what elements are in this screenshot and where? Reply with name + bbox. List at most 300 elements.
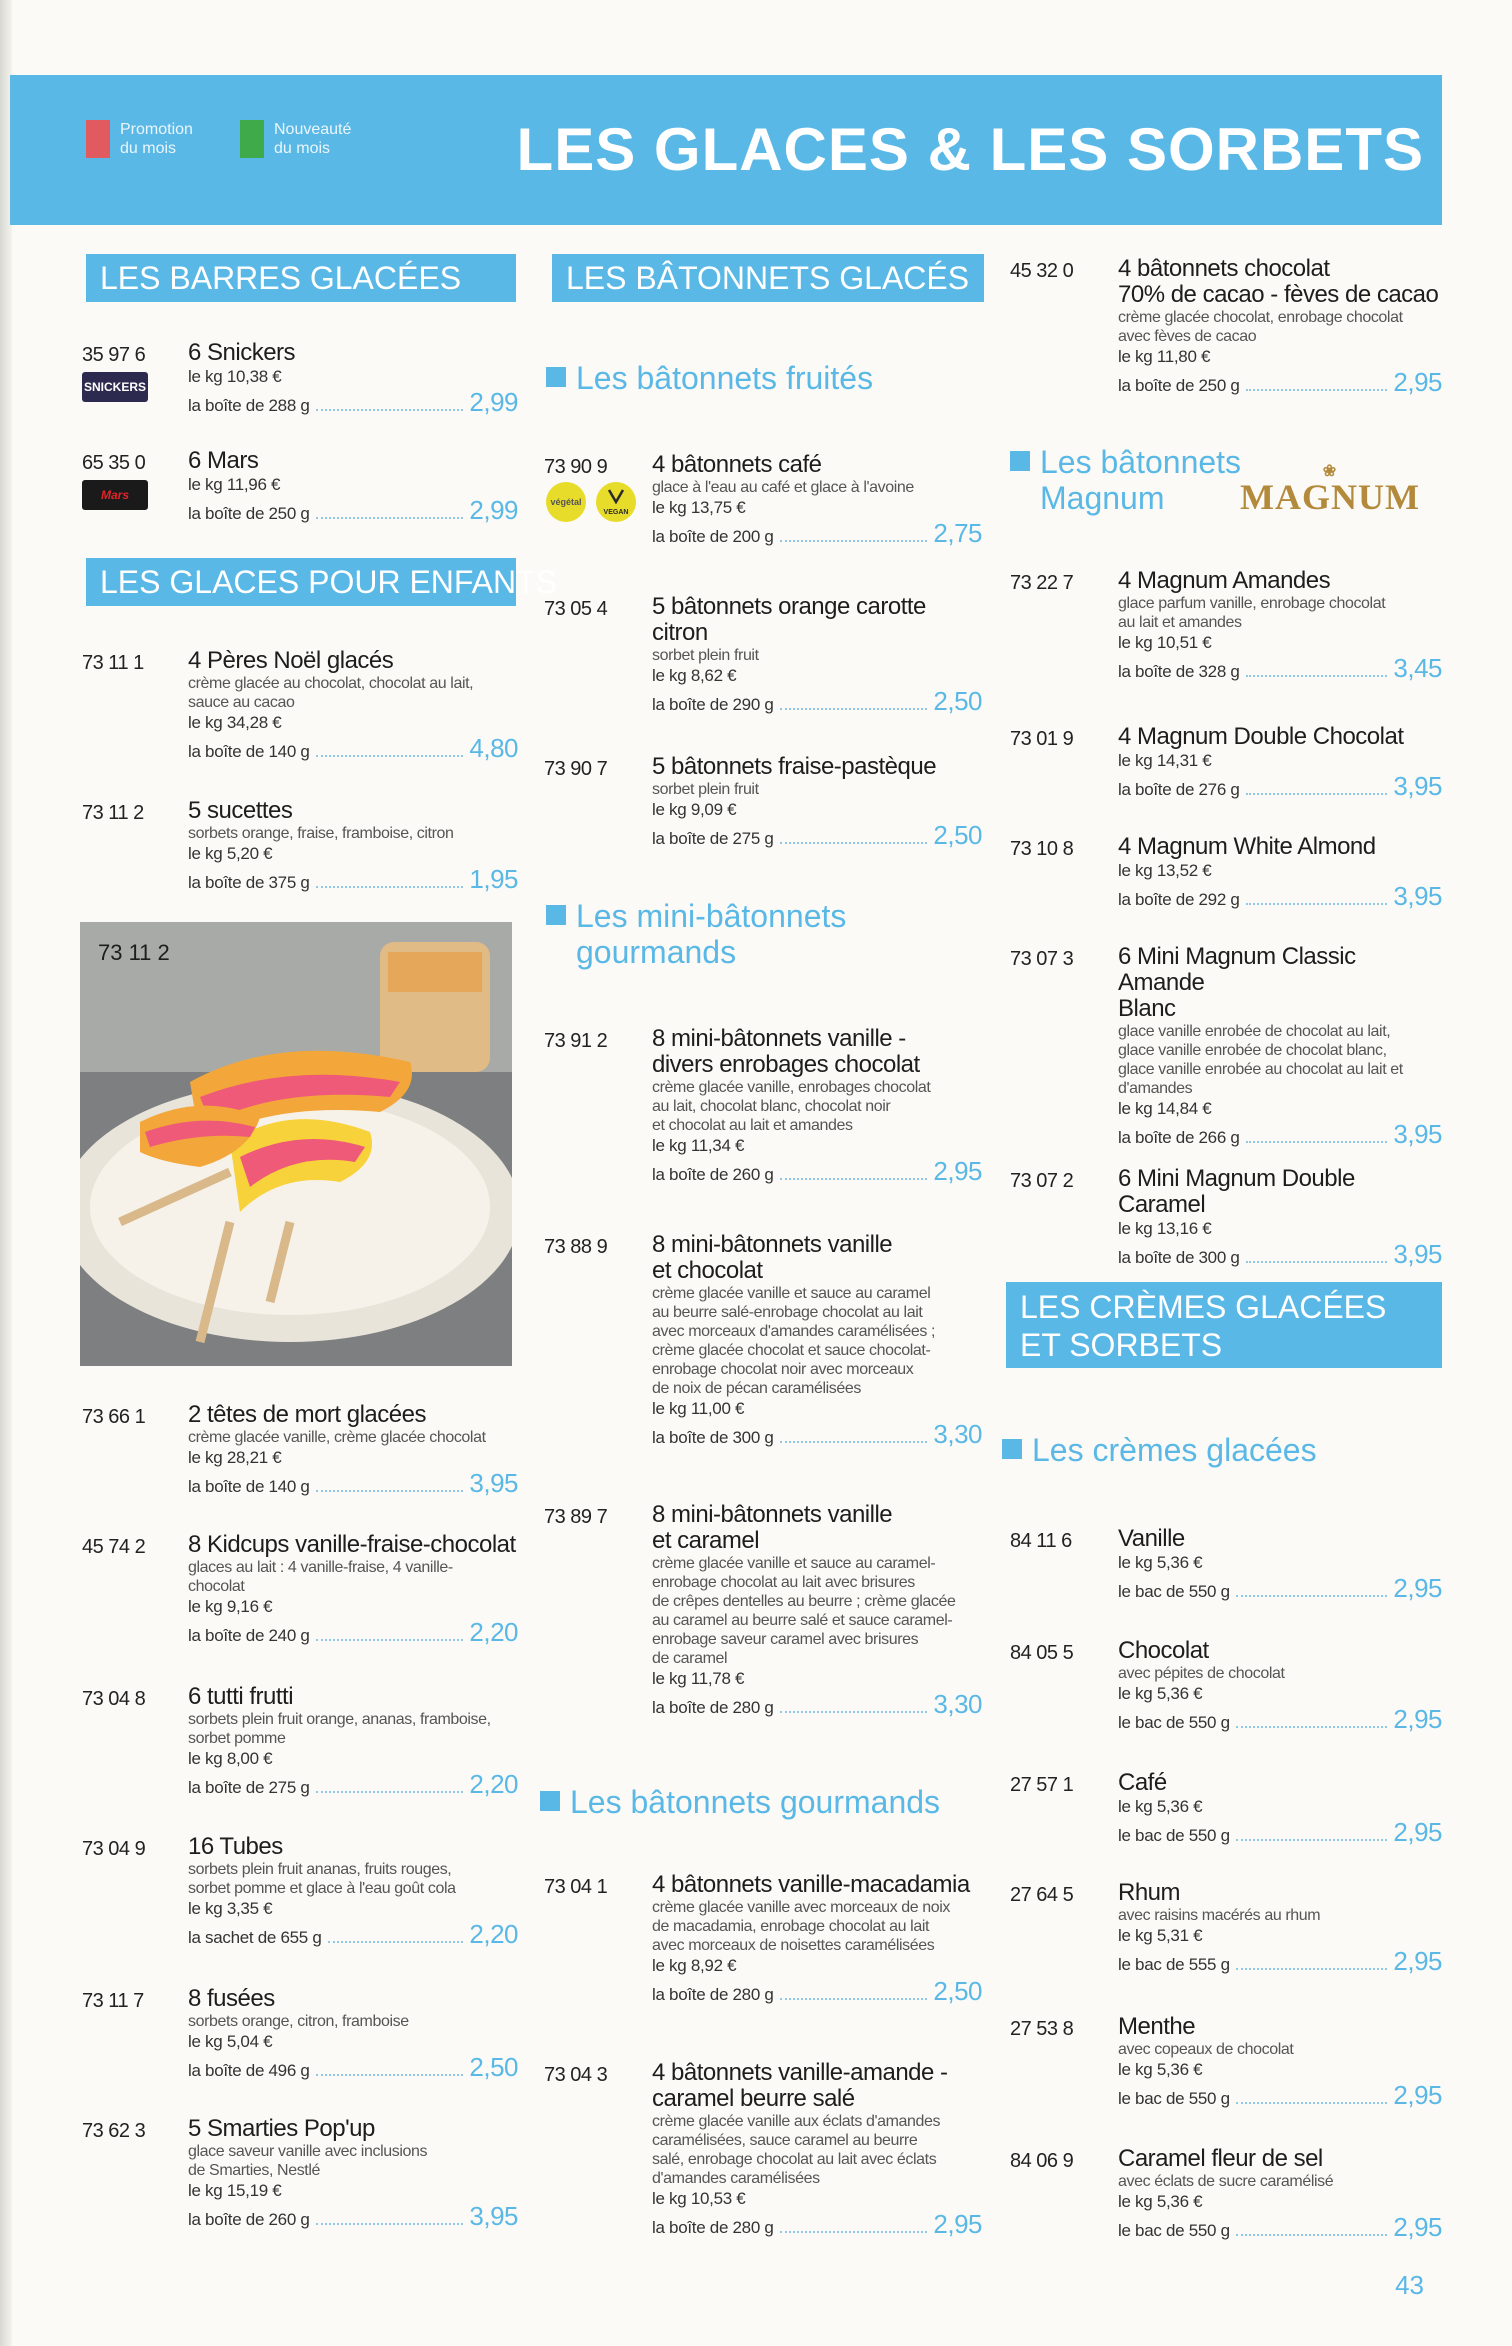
product-description: d'amandes <box>1118 1080 1193 1097</box>
price-per-kg: le kg 5,36 € <box>1118 1684 1203 1703</box>
product-name: divers enrobages chocolat <box>652 1051 920 1078</box>
package-size: le bac de 550 g <box>1118 2089 1230 2108</box>
product-price: 2,95 <box>1393 1573 1442 1603</box>
product-price: 2,50 <box>933 820 982 850</box>
vegan-badge-label: VEGAN <box>603 509 629 516</box>
dot-leader <box>780 708 928 710</box>
price-per-kg: le kg 5,36 € <box>1118 1553 1203 1572</box>
price-per-kg: le kg 10,53 € <box>652 2189 746 2208</box>
dot-leader <box>1246 793 1388 795</box>
product-description: crème glacée au chocolat, chocolat au lait, <box>188 675 474 692</box>
page-number: 43 <box>1395 2270 1424 2300</box>
product-description: crème glacée vanille avec morceaux de noix <box>652 1899 951 1916</box>
product-code: 73 90 9 <box>544 456 608 478</box>
legend-nouveaute <box>240 120 351 158</box>
product-code: 73 66 1 <box>82 1406 146 1428</box>
product-description: caramélisées, sauce caramel au beurre <box>652 2132 918 2149</box>
package-size: le bac de 550 g <box>1118 1826 1230 1845</box>
product-name: et chocolat <box>652 1257 763 1284</box>
price-line <box>188 1919 518 1950</box>
snickers-logo: SNICKERS <box>82 372 148 402</box>
product-code: 84 11 6 <box>1010 1530 1072 1552</box>
product-description: salé, enrobage chocolat au lait avec éclats <box>652 2151 937 2168</box>
product-price: 2,95 <box>1393 2080 1442 2110</box>
price-line <box>1118 2212 1442 2243</box>
legend-label: du mois <box>120 140 177 157</box>
product-name: 5 bâtonnets orange carotte <box>652 593 926 620</box>
product-description: au beurre salé-enrobage chocolat au lait <box>652 1304 923 1321</box>
product-code: 84 06 9 <box>1010 2150 1074 2172</box>
price-line <box>652 1689 982 1720</box>
package-size: la boîte de 290 g <box>652 695 774 714</box>
product-description: glace vanille enrobée au chocolat au lait et <box>1118 1061 1403 1078</box>
product-code: 73 88 9 <box>544 1236 608 1258</box>
price-per-kg: le kg 11,80 € <box>1118 347 1211 366</box>
product-name: Chocolat <box>1118 1637 1209 1664</box>
dot-leader <box>1246 903 1388 905</box>
product-description: sorbets orange, fraise, framboise, citron <box>188 825 454 842</box>
product-price: 2,20 <box>469 1919 518 1949</box>
product-code: 73 11 1 <box>82 652 144 674</box>
package-size: la boîte de 496 g <box>188 2061 310 2080</box>
product-name: Vanille <box>1118 1525 1185 1552</box>
dot-leader <box>780 540 928 542</box>
package-size: la boîte de 260 g <box>188 2210 310 2229</box>
price-per-kg: le kg 13,52 € <box>1118 861 1212 880</box>
dot-leader <box>316 1639 464 1641</box>
product-price: 2,50 <box>933 1976 982 2006</box>
product-name: citron <box>652 619 708 646</box>
section-barres-glacees: LES BARRES GLACÉES <box>86 254 516 302</box>
subhead-label: Magnum <box>1040 480 1165 516</box>
subhead-cremes-glacees <box>1002 1432 1317 1468</box>
dot-leader <box>1246 675 1388 677</box>
product-price: 2,95 <box>1393 2212 1442 2242</box>
product-code: 65 35 0 <box>82 452 146 474</box>
product-code: 73 89 7 <box>544 1506 608 1528</box>
product-name: 4 Magnum Amandes <box>1118 567 1331 594</box>
package-size: la boîte de 300 g <box>1118 1248 1240 1267</box>
product-name: Blanc <box>1118 995 1176 1022</box>
product-code: 73 10 8 <box>1010 838 1074 860</box>
product-description: sorbets orange, citron, framboise <box>188 2013 409 2030</box>
product-name: 70% de cacao - fèves de cacao <box>1118 281 1439 308</box>
section-glaces-enfants: LES GLACES POUR ENFANTS <box>86 558 516 606</box>
dot-leader <box>1236 1595 1388 1597</box>
price-line <box>1118 1946 1442 1977</box>
dot-leader <box>1246 389 1388 391</box>
product-price: 3,95 <box>1393 1239 1442 1269</box>
price-line <box>1118 1119 1442 1150</box>
product-price: 3,30 <box>933 1419 982 1449</box>
product-description: enrobage chocolat noir avec morceaux <box>652 1361 914 1378</box>
product-description: au lait, chocolat blanc, chocolat noir <box>652 1098 891 1115</box>
package-size: la boîte de 250 g <box>188 504 310 523</box>
product-description: crème glacée vanille, crème glacée chocolat <box>188 1429 486 1446</box>
price-line <box>652 518 982 549</box>
product-name: 6 Mars <box>188 447 259 474</box>
price-per-kg: le kg 9,16 € <box>188 1597 273 1616</box>
price-per-kg: le kg 3,35 € <box>188 1899 273 1918</box>
product-description: crème glacée vanille et sauce au caramel <box>652 1285 931 1302</box>
legend-label: Nouveauté <box>274 121 352 138</box>
product-name: 6 tutti frutti <box>188 1683 294 1710</box>
price-line <box>652 2209 982 2240</box>
product-price: 3,95 <box>1393 881 1442 911</box>
product-price: 2,75 <box>933 518 982 548</box>
product-name: 5 sucettes <box>188 797 293 824</box>
price-line <box>1118 1573 1442 1604</box>
product-name: et caramel <box>652 1527 760 1554</box>
product-code: 73 07 3 <box>1010 948 1074 970</box>
product-name: 16 Tubes <box>188 1833 283 1860</box>
price-per-kg: le kg 5,31 € <box>1118 1926 1203 1945</box>
subhead-label: Les bâtonnets gourmands <box>570 1784 941 1820</box>
legend-label: du mois <box>274 140 331 157</box>
package-size: la boîte de 276 g <box>1118 780 1240 799</box>
price-line <box>188 1617 518 1648</box>
product-price: 2,20 <box>469 1769 518 1799</box>
dot-leader <box>780 1711 928 1713</box>
dot-leader <box>316 1490 464 1492</box>
price-per-kg: le kg 11,96 € <box>188 475 281 494</box>
product-code: 73 04 9 <box>82 1838 146 1860</box>
product-code: 73 62 3 <box>82 2120 146 2142</box>
package-size: la boîte de 300 g <box>652 1428 774 1447</box>
dot-leader <box>316 517 464 519</box>
product-code: 45 32 0 <box>1010 260 1074 282</box>
dot-leader <box>1236 1839 1388 1841</box>
subhead-batonnets-magnum <box>1010 444 1241 516</box>
product-price: 3,95 <box>469 1468 518 1498</box>
subhead-label: Les bâtonnets <box>1040 444 1242 480</box>
product-description: d'amandes caramélisées <box>652 2170 820 2187</box>
section-cremes-glacees <box>1006 1282 1442 1368</box>
package-size: la boîte de 275 g <box>652 829 774 848</box>
subhead-mini-batonnets <box>546 898 846 970</box>
product-code: 84 05 5 <box>1010 1642 1074 1664</box>
page-binding-shadow <box>0 0 12 2346</box>
package-size: la boîte de 292 g <box>1118 890 1240 909</box>
package-size: la boîte de 280 g <box>652 2218 774 2237</box>
dot-leader <box>316 755 464 757</box>
product-price: 1,95 <box>469 864 518 894</box>
price-per-kg: le kg 28,21 € <box>188 1448 282 1467</box>
product-price: 3,30 <box>933 1689 982 1719</box>
subhead-label: Les crèmes glacées <box>1032 1432 1317 1468</box>
product-name: 6 Mini Magnum Classic Amande <box>1118 943 1356 996</box>
price-line <box>188 1769 518 1800</box>
price-line <box>188 2201 518 2232</box>
price-line <box>1118 1239 1442 1270</box>
legend-label: Promotion <box>120 121 193 138</box>
product-description: avec fèves de cacao <box>1118 328 1257 345</box>
product-description: sauce au cacao <box>188 694 295 711</box>
price-per-kg: le kg 5,04 € <box>188 2032 273 2051</box>
product-code: 45 74 2 <box>82 1536 146 1558</box>
dot-leader <box>316 409 464 411</box>
product-description: sorbet pomme <box>188 1730 286 1747</box>
price-per-kg: le kg 14,31 € <box>1118 751 1212 770</box>
product-description: sorbet pomme et glace à l'eau goût cola <box>188 1880 456 1897</box>
product-description: sorbet plein fruit <box>652 647 759 664</box>
product-description: crème glacée vanille et sauce au caramel- <box>652 1555 936 1572</box>
price-per-kg: le kg 10,51 € <box>1118 633 1212 652</box>
product-code: 73 04 8 <box>82 1688 146 1710</box>
product-description: avec pépites de chocolat <box>1118 1665 1285 1682</box>
product-price: 3,95 <box>469 2201 518 2231</box>
section-batonnets-glaces: LES BÂTONNETS GLACÉS <box>552 254 984 302</box>
price-line <box>188 495 518 526</box>
product-code: 27 57 1 <box>1010 1774 1074 1796</box>
price-per-kg: le kg 5,20 € <box>188 844 273 863</box>
product-description: de Smarties, Nestlé <box>188 2162 321 2179</box>
price-line <box>1118 2080 1442 2111</box>
price-per-kg: le kg 11,78 € <box>652 1669 745 1688</box>
product-code: 27 53 8 <box>1010 2018 1074 2040</box>
price-per-kg: le kg 10,38 € <box>188 367 282 386</box>
price-per-kg: le kg 11,34 € <box>652 1136 745 1155</box>
package-size: la boîte de 288 g <box>188 396 310 415</box>
vegan-badge-icon <box>596 482 636 522</box>
product-description: sorbets plein fruit ananas, fruits rouges, <box>188 1861 452 1878</box>
product-price: 3,45 <box>1393 653 1442 683</box>
package-size: la boîte de 280 g <box>652 1985 774 2004</box>
product-name: 8 fusées <box>188 1985 275 2012</box>
product-price: 2,95 <box>1393 1704 1442 1734</box>
subhead-batonnets-gourmands <box>540 1784 940 1820</box>
magnum-logo-text: MAGNUM <box>1240 477 1420 517</box>
product-price: 2,95 <box>933 1156 982 1186</box>
product-name: 6 Mini Magnum Double Caramel <box>1118 1165 1355 1218</box>
product-price: 2,50 <box>469 2052 518 2082</box>
product-description: enrobage saveur caramel avec brisures <box>652 1631 919 1648</box>
dot-leader <box>780 842 928 844</box>
price-line <box>1118 1817 1442 1848</box>
price-per-kg: le kg 8,62 € <box>652 666 737 685</box>
product-code: 73 05 4 <box>544 598 608 620</box>
product-code: 73 22 7 <box>1010 572 1074 594</box>
product-description: de macadamia, enrobage chocolat au lait <box>652 1918 930 1935</box>
product-description: avec morceaux de noisettes caramélisées <box>652 1937 935 1954</box>
legend-promotion <box>86 120 193 158</box>
package-size: la boîte de 140 g <box>188 1477 310 1496</box>
product-code: 73 01 9 <box>1010 728 1074 750</box>
product-description: glace parfum vanille, enrobage chocolat <box>1118 595 1386 612</box>
dot-leader <box>328 1941 464 1943</box>
package-size: la boîte de 250 g <box>1118 376 1240 395</box>
subhead-label: Les mini-bâtonnets <box>576 898 847 934</box>
product-price: 3,95 <box>1393 1119 1442 1149</box>
product-description: sorbets plein fruit orange, ananas, framboise, <box>188 1711 491 1728</box>
dot-leader <box>316 2074 464 2076</box>
package-size: la boîte de 375 g <box>188 873 310 892</box>
product-price: 3,95 <box>1393 771 1442 801</box>
product-code: 73 90 7 <box>544 758 608 780</box>
price-per-kg: le kg 13,16 € <box>1118 1219 1212 1238</box>
product-name: 6 Snickers <box>188 339 296 366</box>
product-description: crème glacée vanille, enrobages chocolat <box>652 1079 931 1096</box>
product-code: 73 04 3 <box>544 2064 608 2086</box>
price-line <box>652 1156 982 1187</box>
product-name: 8 mini-bâtonnets vanille - <box>652 1025 906 1052</box>
product-description: de crêpes dentelles au beurre ; crème glacée <box>652 1593 956 1610</box>
product-price: 2,99 <box>469 387 518 417</box>
product-description: crème glacée chocolat, enrobage chocolat <box>1118 309 1403 326</box>
price-line <box>188 387 518 418</box>
product-price: 2,99 <box>469 495 518 525</box>
price-line <box>652 820 982 851</box>
product-code: 35 97 6 <box>82 344 146 366</box>
price-line <box>1118 771 1442 802</box>
dot-leader <box>1236 1726 1388 1728</box>
dot-leader <box>316 1791 464 1793</box>
price-line <box>652 1419 982 1450</box>
product-code: 73 07 2 <box>1010 1170 1074 1192</box>
price-line <box>188 1468 518 1499</box>
product-name: 5 bâtonnets fraise-pastèque <box>652 753 937 780</box>
product-price: 2,95 <box>1393 367 1442 397</box>
price-line <box>188 2052 518 2083</box>
dot-leader <box>780 1441 928 1443</box>
subhead-label: Les bâtonnets fruités <box>576 360 874 396</box>
price-per-kg: le kg 8,92 € <box>652 1956 737 1975</box>
product-name: 8 Kidcups vanille-fraise-chocolat <box>188 1531 516 1558</box>
product-description: crème glacée vanille aux éclats d'amandes <box>652 2113 941 2130</box>
package-size: la boîte de 266 g <box>1118 1128 1240 1147</box>
product-name: 4 Magnum Double Chocolat <box>1118 723 1404 750</box>
product-description: glace à l'eau au café et glace à l'avoine <box>652 479 914 496</box>
dot-leader <box>316 2223 464 2225</box>
product-photo-sucettes <box>80 922 512 1366</box>
package-size: le bac de 550 g <box>1118 2221 1230 2240</box>
price-per-kg: le kg 9,09 € <box>652 800 737 819</box>
product-description: avec morceaux d'amandes caramélisées ; <box>652 1323 936 1340</box>
product-price: 4,80 <box>469 733 518 763</box>
magnum-logo: ❀ MAGNUM <box>1240 463 1420 517</box>
dot-leader <box>780 1178 928 1180</box>
product-code: 73 11 7 <box>82 1990 144 2012</box>
subhead-batonnets-fruites <box>546 360 873 396</box>
price-per-kg: le kg 5,36 € <box>1118 2060 1203 2079</box>
dot-leader <box>1246 1261 1388 1263</box>
dot-leader <box>1246 1141 1388 1143</box>
product-description: sorbet plein fruit <box>652 781 759 798</box>
package-size: le bac de 550 g <box>1118 1713 1230 1732</box>
product-description: et chocolat au lait et amandes <box>652 1117 853 1134</box>
dot-leader <box>1236 2234 1388 2236</box>
price-line <box>1118 1704 1442 1735</box>
product-name: 4 Magnum White Almond <box>1118 833 1376 860</box>
product-name: 8 mini-bâtonnets vanille <box>652 1231 893 1258</box>
dot-leader <box>316 886 464 888</box>
product-code: 73 04 1 <box>544 1876 608 1898</box>
dot-leader <box>780 1998 928 2000</box>
package-size: la boîte de 280 g <box>652 1698 774 1717</box>
product-name: 4 bâtonnets chocolat <box>1118 255 1330 282</box>
price-line <box>1118 367 1442 398</box>
photo-product-code: 73 11 2 <box>98 940 170 965</box>
product-name: 5 Smarties Pop'up <box>188 2115 375 2142</box>
package-size: le bac de 550 g <box>1118 1582 1230 1601</box>
product-description: glaces au lait : 4 vanille-fraise, 4 vanille- <box>188 1559 453 1576</box>
product-name: Rhum <box>1118 1879 1181 1906</box>
subhead-label: gourmands <box>576 934 737 970</box>
package-size: la boîte de 200 g <box>652 527 774 546</box>
price-per-kg: le kg 5,36 € <box>1118 1797 1203 1816</box>
price-per-kg: le kg 8,00 € <box>188 1749 273 1768</box>
product-name: 4 bâtonnets vanille-amande - <box>652 2059 948 2086</box>
product-code: 73 91 2 <box>544 1030 608 1052</box>
product-description: glace vanille enrobée de chocolat blanc, <box>1118 1042 1387 1059</box>
package-size: la boîte de 260 g <box>652 1165 774 1184</box>
product-name: Caramel fleur de sel <box>1118 2145 1323 2172</box>
package-size: la boîte de 275 g <box>188 1778 310 1797</box>
product-name: Café <box>1118 1769 1167 1796</box>
product-description: de noix de pécan caramélisées <box>652 1380 861 1397</box>
price-per-kg: le kg 34,28 € <box>188 713 282 732</box>
package-size: le bac de 555 g <box>1118 1955 1230 1974</box>
page-title: LES GLACES & LES SORBETS <box>516 116 1424 183</box>
product-description: au caramel au beurre salé et sauce caramel- <box>652 1612 953 1629</box>
product-price: 2,95 <box>933 2209 982 2239</box>
product-description: chocolat <box>188 1578 245 1595</box>
nouveaute-swatch <box>240 120 264 158</box>
price-per-kg: le kg 11,00 € <box>652 1399 745 1418</box>
promotion-swatch <box>86 120 110 158</box>
ice-lolly-illustration <box>80 922 512 1366</box>
product-code: 73 11 2 <box>82 802 144 824</box>
product-price: 2,50 <box>933 686 982 716</box>
price-per-kg: le kg 13,75 € <box>652 498 746 517</box>
product-description: crème glacée chocolat et sauce chocolat- <box>652 1342 931 1359</box>
dot-leader <box>780 2231 928 2233</box>
product-description: au lait et amandes <box>1118 614 1242 631</box>
product-price: 2,20 <box>469 1617 518 1647</box>
product-name: 2 têtes de mort glacées <box>188 1401 426 1428</box>
product-description: de caramel <box>652 1650 728 1667</box>
price-per-kg: le kg 5,36 € <box>1118 2192 1203 2211</box>
product-price: 2,95 <box>1393 1946 1442 1976</box>
dot-leader <box>1236 2102 1388 2104</box>
product-description: avec éclats de sucre caramélisé <box>1118 2173 1334 2190</box>
price-line <box>188 864 518 895</box>
product-name: 4 bâtonnets vanille-macadamia <box>652 1871 970 1898</box>
product-description: avec raisins macérés au rhum <box>1118 1907 1321 1924</box>
price-line <box>652 686 982 717</box>
product-name: caramel beurre salé <box>652 2085 855 2112</box>
section-title-line: ET SORBETS <box>1020 1327 1223 1363</box>
price-per-kg: le kg 14,84 € <box>1118 1099 1212 1118</box>
product-code: 27 64 5 <box>1010 1884 1074 1906</box>
product-description: glace vanille enrobée de chocolat au lait, <box>1118 1023 1391 1040</box>
package-size: la boîte de 140 g <box>188 742 310 761</box>
price-line <box>1118 881 1442 912</box>
package-size: la sachet de 655 g <box>188 1928 322 1947</box>
product-description: avec copeaux de chocolat <box>1118 2041 1294 2058</box>
price-line <box>1118 653 1442 684</box>
vegetal-badge-icon: végétal <box>546 482 586 522</box>
product-name: Menthe <box>1118 2013 1196 2040</box>
product-description: enrobage chocolat au lait avec brisures <box>652 1574 915 1591</box>
mars-logo: Mars <box>82 480 148 510</box>
section-title-line: LES CRÈMES GLACÉES <box>1020 1289 1387 1325</box>
product-description: glace saveur vanille avec inclusions <box>188 2143 428 2160</box>
dot-leader <box>1236 1968 1388 1970</box>
price-line <box>652 1976 982 2007</box>
price-per-kg: le kg 15,19 € <box>188 2181 282 2200</box>
price-line <box>188 733 518 764</box>
